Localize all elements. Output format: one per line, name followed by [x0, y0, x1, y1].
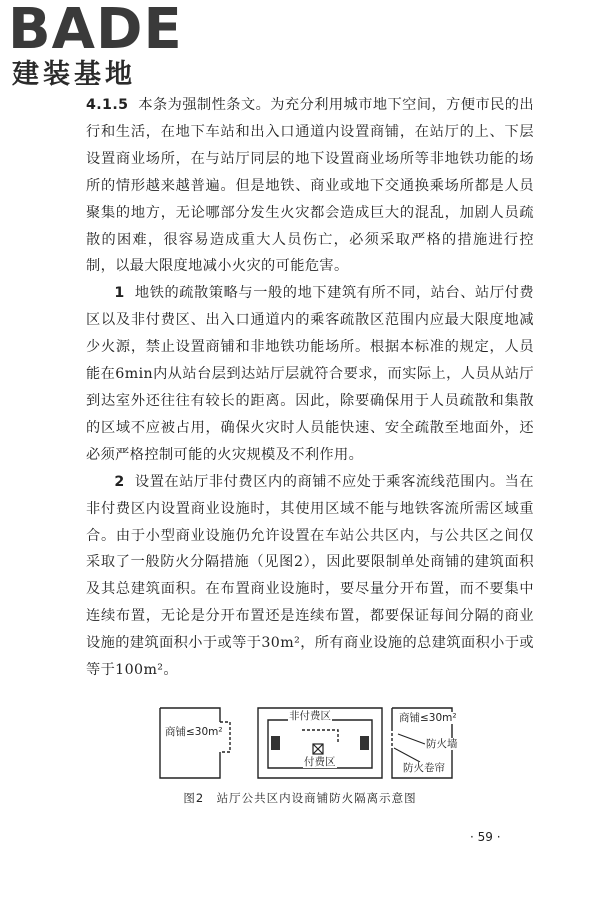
fig-label-right-shop: 商铺≤30m²	[399, 712, 457, 724]
item-1-text: 地铁的疏散策略与一般的地下建筑有所不同，站台、站厅付费区以及非付费区、出入口通道内的乘客疏散区范围内应最大限度地减少火源，禁止设置商铺和非地铁功能场所。根据本标准的规定，人员能在6min内从站台层到达站厅层就符合要求，而实际上，人员从站厅到达室外还往往有较长的距离。因此，除要确保用于人员疏散和集散的区域不应被占用，确保火灾时人员能快速、安全疏散至地面外，还必须严格控制可能的火灾规模及不利作用。	[86, 285, 534, 463]
logo-subtitle: 建装基地	[12, 59, 136, 90]
left-shop-outline-bottom	[160, 708, 220, 778]
fig-label-non-paid-area: 非付费区	[289, 710, 331, 722]
figure-caption: 图2 站厅公共区内设商铺防火隔离示意图	[183, 791, 417, 805]
document-body	[86, 92, 534, 684]
fare-gate-icon	[313, 744, 323, 754]
brand-logo	[8, 2, 208, 94]
shutter-leader-line	[394, 748, 420, 762]
center-shop-block-left	[271, 736, 280, 750]
page-number: · 59 ·	[470, 830, 501, 844]
firewall-leader-line	[398, 734, 425, 744]
logo-brand-text: BADE	[8, 0, 183, 62]
item-2-text: 设置在站厅非付费区内的商铺不应处于乘客流线范围内。当在非付费区内设置商业设施时，其使用区域不能与地铁客流所需区域重合。由于小型商业设施仍允许设置在车站公共区内，与公共区之间仅采取了一般防火分隔措施（见图2），因此要限制单处商铺的建筑面积及其总建筑面积。在布置商业设施时，要尽量分开布置，而不要集中连续布置，无论是分开布置还是连续布置，都要保证每间分隔的商业设施的建筑面积小于或等于30m²，所有商业设施的总建筑面积小于或等于100m²。	[86, 473, 534, 679]
center-shop-blocks	[271, 736, 369, 750]
figure-2-diagram	[140, 700, 470, 786]
fig-label-left-shop: 商铺≤30m²	[165, 726, 223, 738]
fig-label-firewall: 防火墙	[426, 738, 458, 750]
fig-label-fire-shutter: 防火卷帘	[403, 762, 445, 774]
left-shop-outline-top	[160, 708, 220, 722]
item-1-paragraph	[86, 280, 534, 468]
item-1-number: 1	[114, 285, 125, 302]
section-intro-text: 本条为强制性条文。为充分利用城市地下空间，方便市民的出行和生活，在地下车站和出入口通道内设置商铺，在站厅的上、下层设置商业场所，在与站厅同层的地下设置商业场所等非地铁功能的场所的情形越来越普遍。但是地铁、商业或地下交通换乘场所都是人员聚集的地方，无论哪部分发生火灾都会造成巨大的混乱，加剧人员疏散的困难，很容易造成重大人员伤亡，必须采取严格的措施进行控制，以最大限度地减小火灾的可能危害。	[86, 97, 534, 275]
section-paragraph	[86, 92, 534, 280]
fig-label-paid-area: 付费区	[304, 756, 336, 768]
section-number: 4.1.5	[86, 97, 129, 113]
item-2-number: 2	[114, 473, 125, 490]
item-2-paragraph	[86, 469, 534, 684]
center-inner-dashed-boundary	[302, 730, 338, 742]
center-shop-block-right	[360, 736, 369, 750]
